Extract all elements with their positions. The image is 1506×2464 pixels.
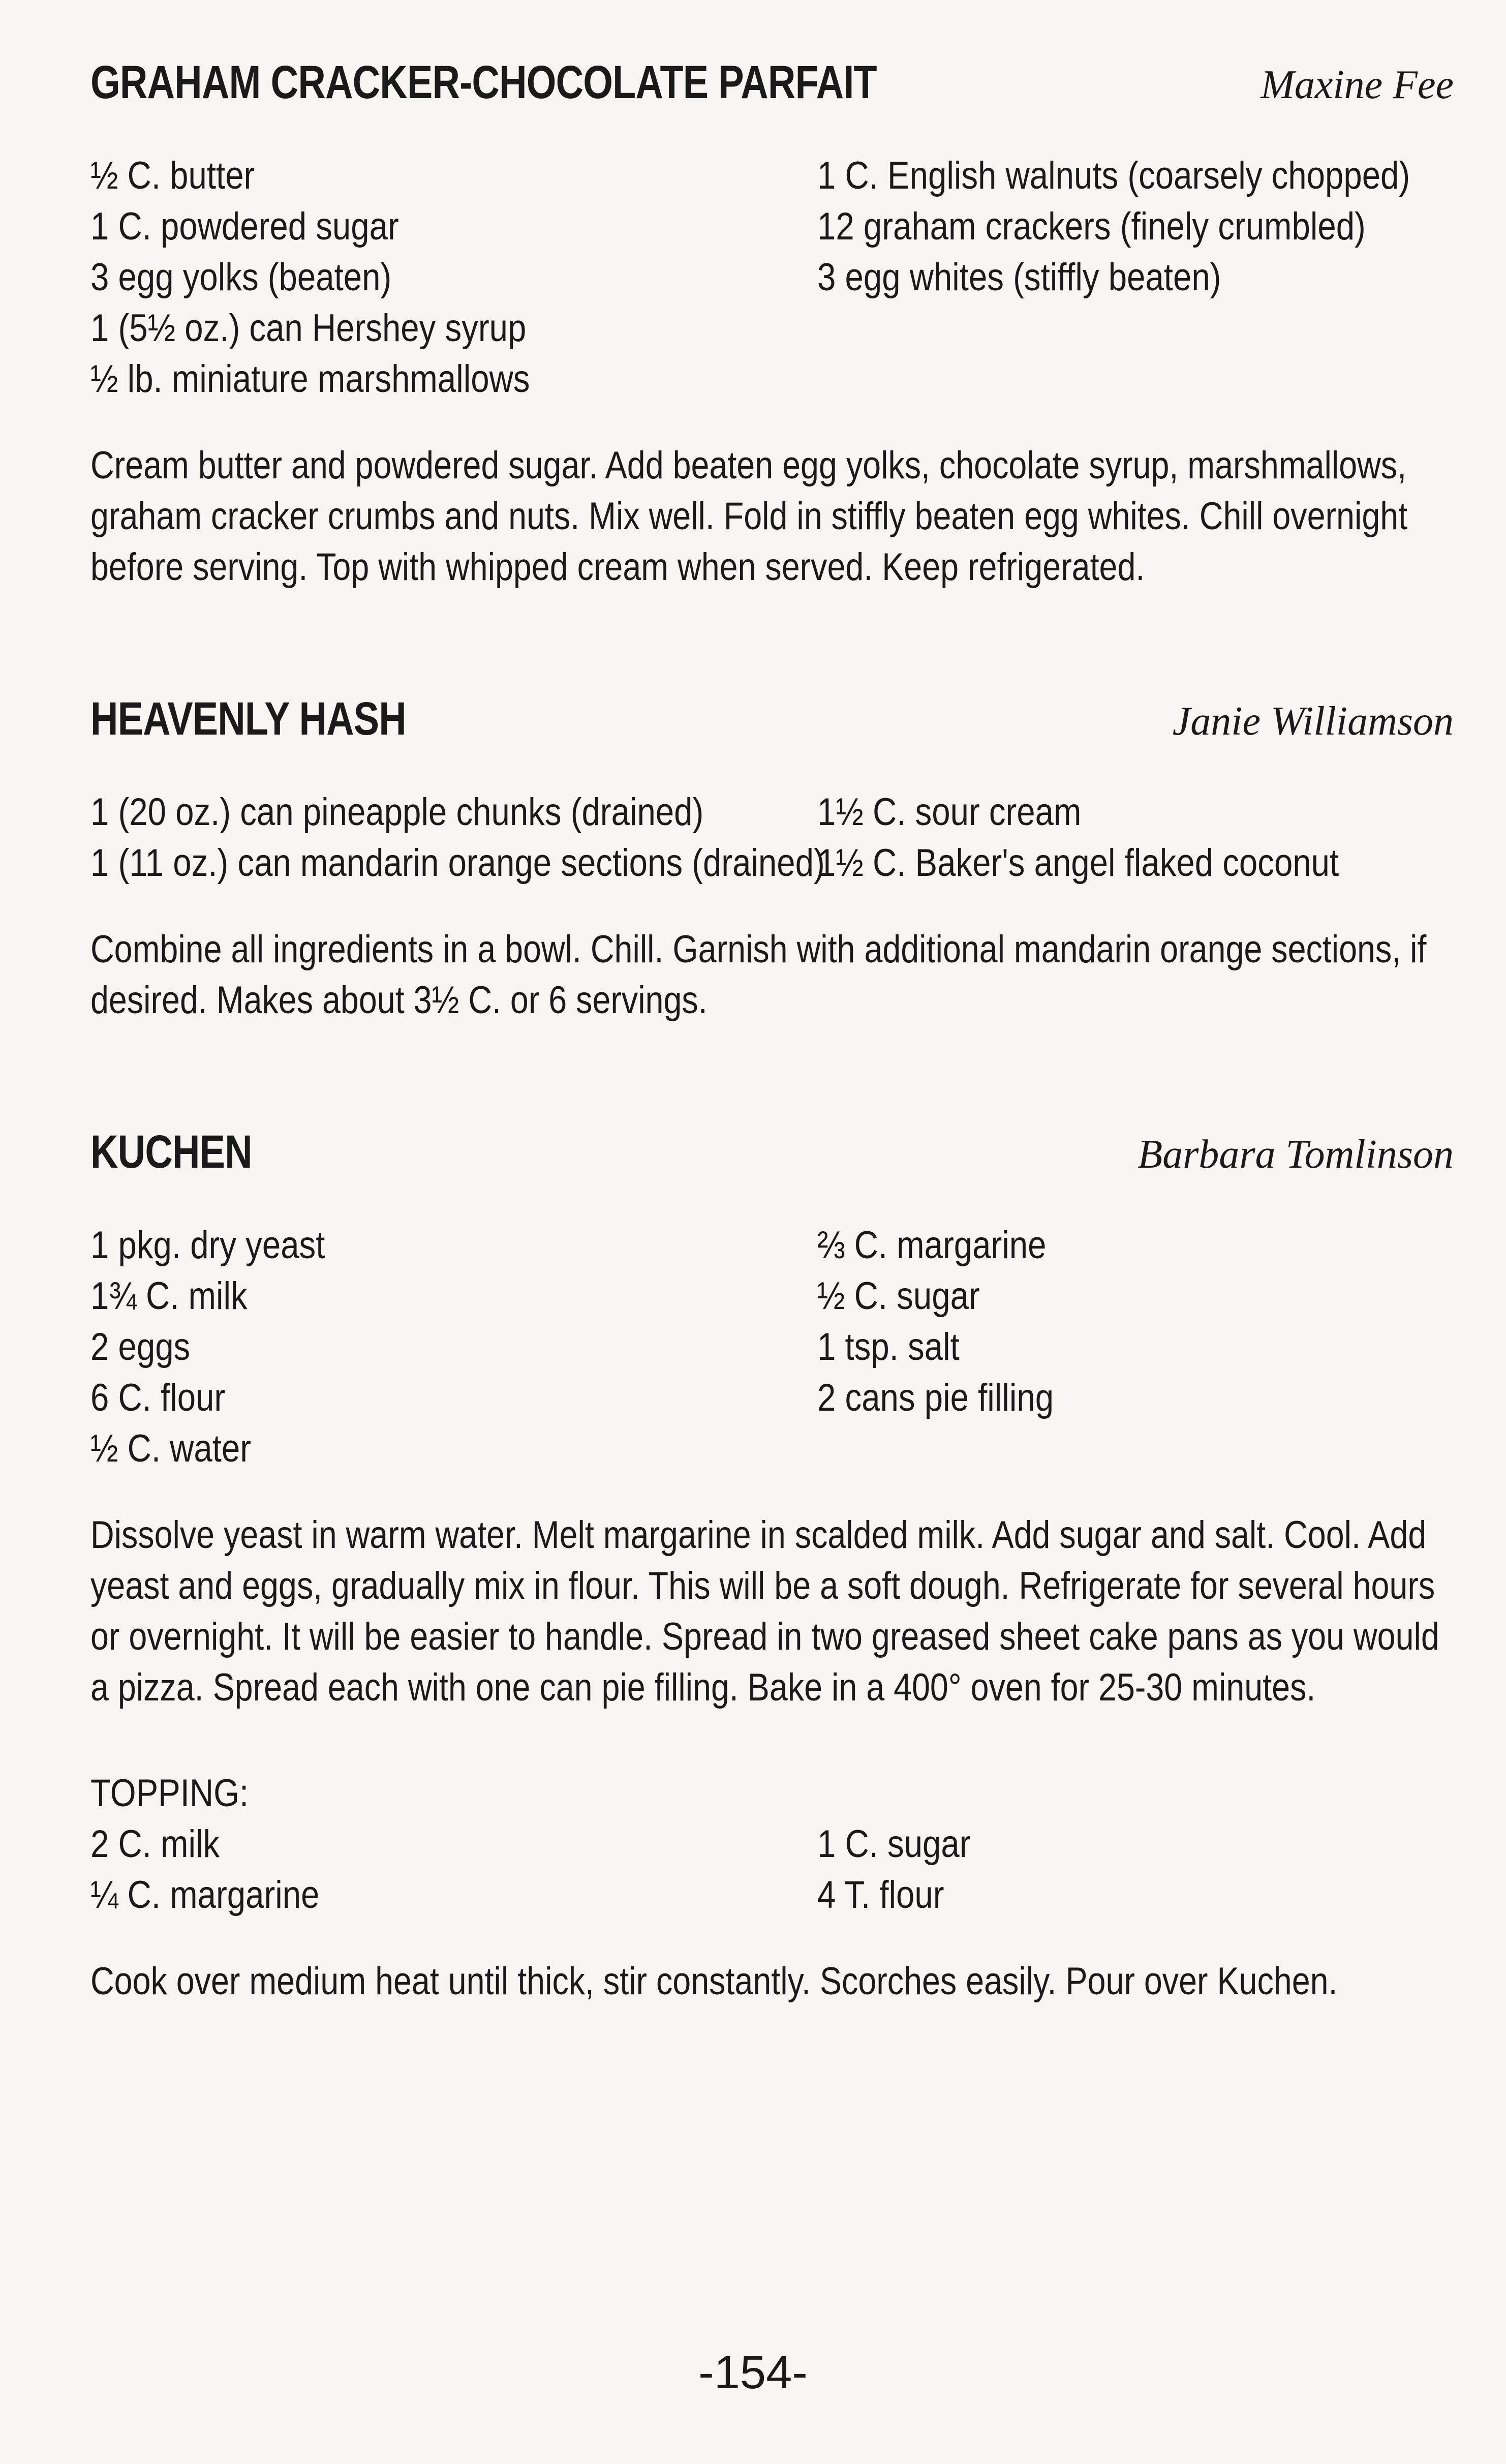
ingredient-list — [90, 150, 1454, 405]
recipe-header — [90, 692, 1454, 769]
recipe-heavenly-hash — [90, 692, 1454, 1026]
ingredient: ¼ C. margarine — [90, 1873, 320, 1917]
ingredient-column-right — [817, 787, 1454, 889]
ingredient: 4 T. flour — [817, 1873, 944, 1917]
page-number: -154- — [698, 2347, 808, 2398]
recipe-header — [90, 56, 1454, 132]
topping-label: TOPPING: — [90, 1772, 249, 1815]
recipe-directions: Cream butter and powdered sugar. Add beaten egg yolks, chocolate syrup, marshmallows, graham cracker crumbs and nuts. Mix well. Fold in stiffly beaten egg whites. Chill overnight before serving. Top with whipped cream when served. Keep refrigerated. — [90, 444, 1408, 589]
recipe-author: Janie Williamson — [1172, 699, 1454, 744]
ingredient-list — [90, 787, 1454, 889]
ingredient: 1 (5½ oz.) can Hershey syrup — [90, 307, 527, 350]
recipe-directions: Combine all ingredients in a bowl. Chill. Garnish with additional mandarin orange sections, if desired. Makes about 3½ C. or 6 servings. — [90, 928, 1427, 1022]
ingredient: 6 C. flour — [90, 1376, 226, 1419]
ingredient: 1 (11 oz.) can mandarin orange sections (drained) — [90, 841, 825, 885]
ingredient: ½ C. butter — [90, 154, 255, 197]
ingredient-column-right — [817, 1819, 1454, 1921]
ingredient: 12 graham crackers (finely crumbled) — [817, 205, 1366, 248]
ingredient-column-left — [90, 1819, 817, 1921]
ingredient: 1 C. English walnuts (coarsely chopped) — [817, 154, 1410, 197]
ingredient: 3 egg yolks (beaten) — [90, 256, 392, 299]
ingredient: 1 tsp. salt — [817, 1325, 960, 1368]
ingredient: 1¾ C. milk — [90, 1274, 248, 1318]
recipe-directions: Dissolve yeast in warm water. Melt margarine in scalded milk. Add sugar and salt. Cool. Add yeast and eggs, gradually mix in flour. This will be a soft dough. Refrigerate for several hours or overnight. It will be easier to handle. Spread in two greased sheet cake pans as you would a pizza. Spread each with one can pie filling. Bake in a 400° oven for 25-30 minutes. — [90, 1513, 1439, 1709]
recipe-graham-cracker-parfait — [90, 56, 1454, 593]
recipe-author: Barbara Tomlinson — [1138, 1132, 1454, 1177]
ingredient: 1½ C. sour cream — [817, 790, 1082, 834]
topping-directions: Cook over medium heat until thick, stir constantly. Scorches easily. Pour over Kuchen. — [90, 1960, 1338, 2003]
recipe-title: HEAVENLY HASH — [90, 693, 406, 745]
ingredient: 1 (20 oz.) can pineapple chunks (drained) — [90, 790, 704, 834]
ingredient: 1 pkg. dry yeast — [90, 1224, 325, 1267]
ingredient-column-left — [90, 1220, 817, 1474]
ingredient: ½ C. water — [90, 1427, 252, 1470]
ingredient: ⅔ C. margarine — [817, 1224, 1047, 1267]
page-content — [90, 56, 1454, 2046]
ingredient-column-left — [90, 787, 825, 889]
ingredient: ½ lb. miniature marshmallows — [90, 357, 530, 401]
recipe-title: GRAHAM CRACKER-CHOCOLATE PARFAIT — [90, 56, 877, 108]
recipe-header — [90, 1125, 1454, 1202]
ingredient: 1½ C. Baker's angel flaked coconut — [817, 841, 1339, 885]
ingredient: 3 egg whites (stiffly beaten) — [817, 256, 1221, 299]
topping-ingredient-list — [90, 1819, 1454, 1921]
ingredient: 2 cans pie filling — [817, 1376, 1054, 1419]
recipe-author: Maxine Fee — [1261, 63, 1454, 107]
ingredient: 1 C. sugar — [817, 1822, 971, 1866]
ingredient: ½ C. sugar — [817, 1274, 980, 1318]
recipe-title: KUCHEN — [90, 1126, 252, 1178]
ingredient: 2 eggs — [90, 1325, 191, 1368]
ingredient: 2 C. milk — [90, 1822, 220, 1866]
ingredient: 1 C. powdered sugar — [90, 205, 399, 248]
recipe-kuchen — [90, 1125, 1454, 2007]
ingredient-list — [90, 1220, 1454, 1474]
ingredient-column-left — [90, 150, 817, 405]
ingredient-column-right — [817, 150, 1454, 405]
ingredient-column-right — [817, 1220, 1454, 1474]
